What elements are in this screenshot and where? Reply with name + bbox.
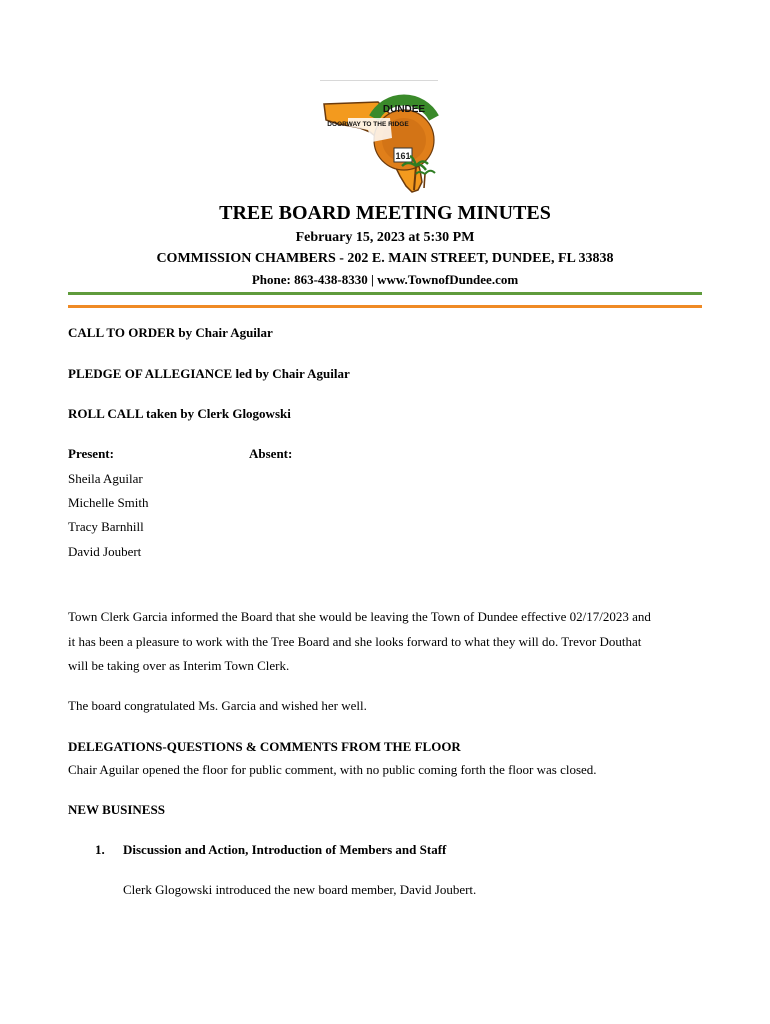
logo-route-shield: 1​61 — [395, 151, 411, 161]
new-business-heading: NEW BUSINESS — [68, 802, 165, 817]
present-member: Sheila Aguilar — [68, 471, 143, 486]
florida-logo-icon — [318, 78, 442, 198]
call-to-order: CALL TO ORDER by Chair Aguilar — [68, 325, 273, 340]
orange-divider — [68, 305, 702, 308]
present-member: David Joubert — [68, 544, 142, 559]
green-divider — [68, 292, 702, 295]
announcement-line: will be taking over as Interim Town Clerk. — [68, 658, 290, 673]
meeting-address: COMMISSION CHAMBERS - 202 E. MAIN STREET, DUNDEE, FL 33838 — [156, 251, 614, 266]
roll-call: ROLL CALL taken by Clerk Glogowski — [68, 406, 291, 421]
delegations-heading: DELEGATIONS-QUESTIONS & COMMENTS FROM THE FLOOR — [68, 739, 461, 754]
present-member: Tracy Barnhill — [68, 519, 144, 534]
clerk-announcement — [68, 605, 708, 679]
present-member: Michelle Smith — [68, 495, 149, 510]
pledge-of-allegiance: PLEDGE OF ALLEGIANCE led by Chair Aguilar — [68, 366, 350, 381]
document-title: TREE BOARD MEETING MINUTES — [219, 202, 551, 224]
logo-top-divider — [320, 80, 438, 81]
item-text: Clerk Glogowski introduced the new board member, David Joubert. — [123, 882, 477, 897]
present-label: Present: — [68, 446, 114, 461]
announcement-line: Town Clerk Garcia informed the Board that she would be leaving the Town of Dundee effective 02/17/2023 and — [68, 609, 651, 624]
logo-arc-text: DUNDEE — [382, 104, 426, 115]
board-congrats: The board congratulated Ms. Garcia and wished her well. — [68, 698, 367, 713]
absent-label: Absent: — [249, 446, 293, 461]
item-title: Discussion and Action, Introduction of Members and Staff — [123, 842, 447, 857]
contact-line: Phone: 863-438-8330 | www.TownofDundee.com — [251, 272, 519, 287]
meeting-date: February 15, 2023 at 5:30 PM — [295, 230, 475, 245]
item-number: 1. — [95, 842, 105, 857]
announcement-line: it has been a pleasure to work with the Tree Board and she looks forward to what they will do. Trevor Douthat — [68, 633, 642, 649]
delegations-text: Chair Aguilar opened the floor for public comment, with no public coming forth the floor was closed. — [68, 762, 597, 777]
logo-tagline: DOORWAY TO THE RIDGE — [327, 121, 409, 128]
town-logo — [318, 78, 442, 198]
